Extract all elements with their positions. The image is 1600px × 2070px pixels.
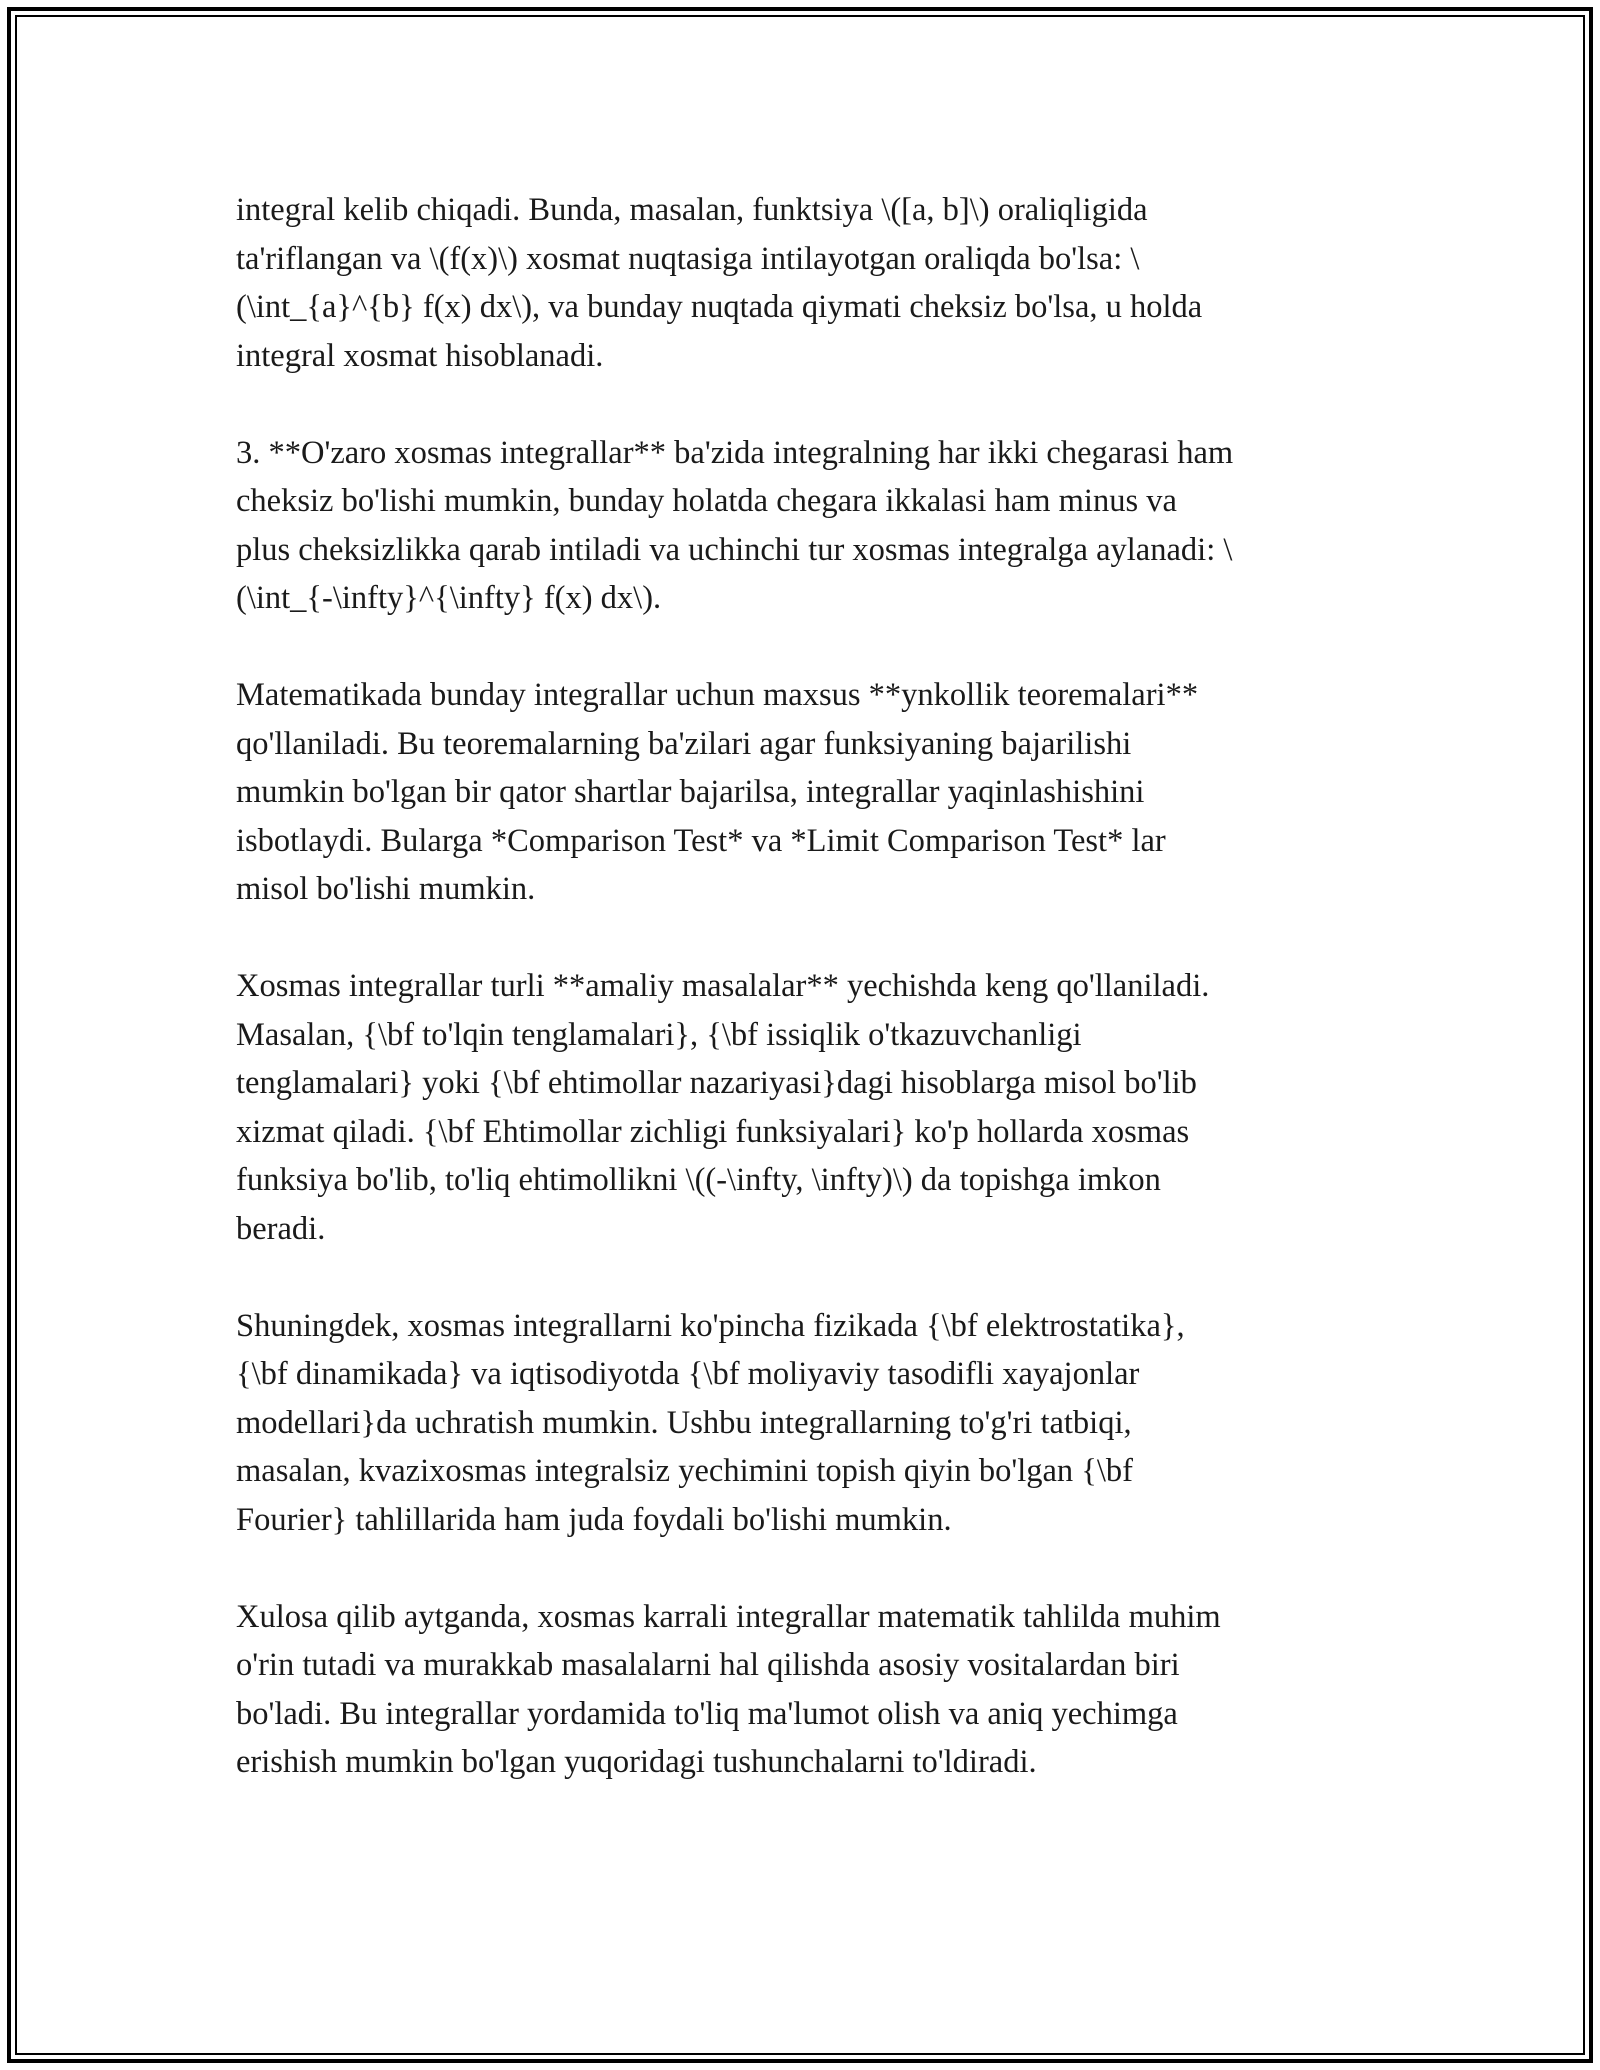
paragraph-mutual-improper-integrals [236,429,1366,623]
text-line: Shuningdek, xosmas integrallarni ko'pincha fizikada {\bf elektrostatika}, [236,1307,1185,1344]
paragraph-practical-problems [236,962,1366,1253]
document-body [236,186,1366,1835]
text-line: {\bf dinamikada} va iqtisodiyotda {\bf moliyaviy tasodifli xayajonlar [236,1356,1140,1392]
text-line: bo'ladi. Bu integrallar yordamida to'liq ma'lumot olish va aniq yechimga [236,1695,1178,1732]
text-line: Matematikada bunday integrallar uchun maxsus **ynkollik teoremalari** [236,677,1199,713]
text-line: isbotlaydi. Bularga *Comparison Test* va *Limit Comparison Test* lar [236,822,1166,859]
text-line: erishish mumkin bo'lgan yuqoridagi tushunchalarni to'ldiradi. [236,1744,1037,1780]
text-line: Xulosa qilib aytganda, xosmas karrali integrallar matematik tahlilda muhim [236,1598,1221,1635]
text-line: Xosmas integrallar turli **amaliy masalalar** yechishda keng qo'llaniladi. [236,968,1210,1004]
text-line: integral kelib chiqadi. Bunda, masalan, funktsiya \([a, b]\) oraliqligida [236,192,1148,228]
text-line: misol bo'lishi mumkin. [236,871,536,907]
text-line: qo'llaniladi. Bu teoremalarning ba'zilari agar funksiyaning bajarilishi [236,725,1132,762]
text-line: modellari}da uchratish mumkin. Ushbu integrallarning to'g'ri tatbiqi, [236,1404,1132,1441]
text-line: tenglamalari} yoki {\bf ehtimollar nazariyasi}dagi hisoblarga misol bo'lib [236,1065,1197,1101]
text-line: Fourier} tahlillarida ham juda foydali bo'lishi mumkin. [236,1501,952,1538]
text-line: cheksiz bo'lishi mumkin, bunday holatda chegara ikkalasi ham minus va [236,483,1177,519]
text-line: plus cheksizlikka qarab intiladi va uchinchi tur xosmas integralga aylanadi: \ [236,531,1233,568]
text-line: funksiya bo'lib, to'liq ehtimollikni \((-\infty, \infty)\) da topishga imkon [236,1162,1161,1198]
text-line: ta'riflangan va \(f(x)\) xosmat nuqtasiga intilayotgan oraliqda bo'lsa: \ [236,240,1140,277]
text-line: 3. **O'zaro xosmas integrallar** ba'zida integralning har ikki chegarasi ham [236,434,1234,471]
text-line: (\int_{-\infty}^{\infty} f(x) dx\). [236,580,662,616]
text-line: masalan, kvazixosmas integralsiz yechimini topish qiyin bo'lgan {\bf [236,1453,1133,1489]
paragraph-convergence-theorems [236,671,1366,914]
text-line: (\int_{a}^{b} f(x) dx\), va bunday nuqtada qiymati cheksiz bo'lsa, u holda [236,289,1203,325]
text-line: Masalan, {\bf to'lqin tenglamalari}, {\bf issiqlik o'tkazuvchanligi [236,1016,1082,1053]
text-line: beradi. [236,1210,326,1247]
text-line: o'rin tutadi va murakkab masalalarni hal qilishda asosiy vositalardan biri [236,1647,1180,1683]
paragraph-conclusion [236,1593,1366,1787]
paragraph-integral-definition [236,186,1366,380]
paragraph-physics-applications [236,1302,1366,1545]
text-line: integral xosmat hisoblanadi. [236,337,604,374]
text-line: xizmat qiladi. {\bf Ehtimollar zichligi funksiyalari} ko'p hollarda xosmas [236,1113,1190,1150]
text-line: mumkin bo'lgan bir qator shartlar bajarilsa, integrallar yaqinlashishini [236,774,1145,810]
